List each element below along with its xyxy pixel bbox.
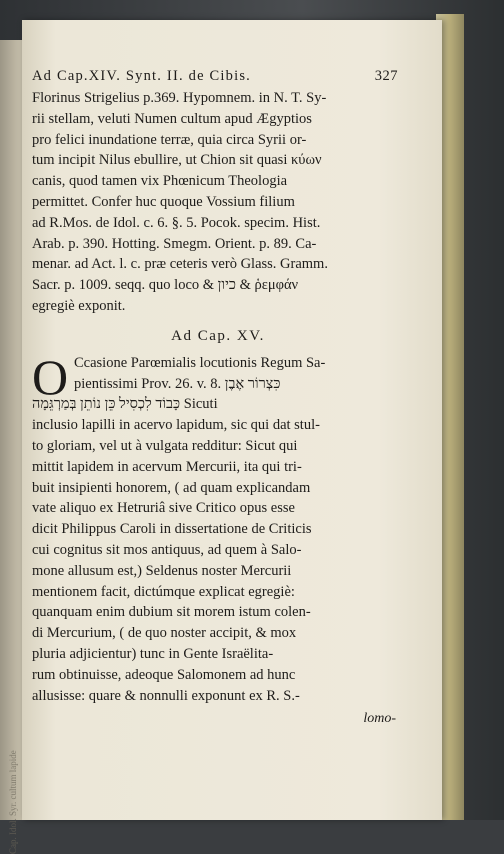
text-line: Sacr. p. 1009. seqq. quo loco & כיון & ῥεμφάν [32, 277, 299, 294]
text-line: Florinus Strigelius p.369. Hypomnem. in N. T. Sy- [32, 90, 327, 106]
text-line: pientissimi Prov. 26. v. 8. כִּצְרוֹר אֶבֶן [74, 375, 281, 392]
text-line: canis, quod tamen vix Phœnicum Theologia [32, 173, 288, 190]
previous-page-text: Cap. Idol. Syr. cultum lapide [8, 750, 18, 854]
text-line: tum incipit Nilus ebullire, ut Chion sit quasi κύων [32, 152, 322, 169]
text-line: cui cognitus sit mos antiquus, ad quem à Salo- [32, 541, 302, 558]
paragraph-1 [32, 88, 404, 317]
drop-cap: O [32, 348, 69, 405]
text-line: mentionem facit, dictúmque explicat egregiè: [32, 583, 295, 600]
text-line: quanquam enim dubium sit morem istum colen- [32, 604, 311, 621]
text-line: permittet. Confer huc quoque Vossium filium [32, 193, 295, 210]
text-line: Arab. p. 390. Hotting. Smegm. Orient. p. 89. Ca- [32, 235, 317, 252]
text-line: ad R.Mos. de Idol. c. 6. §. 5. Pocok. specim. Hist. [32, 214, 321, 231]
text-line: egregiè exponit. [32, 297, 126, 314]
text-line: buit insipienti honorem, ( ad quam explicandam [32, 479, 311, 496]
text-line: dicit Philippus Caroli in dissertatione de Criticis [32, 521, 312, 538]
page-content [32, 64, 404, 732]
catchword: lomo- [363, 711, 396, 727]
text-line: rii stellam, veluti Numen cultum apud Ægyptios [32, 110, 312, 127]
section-title: Ad Cap. XV. [171, 327, 265, 344]
text-line: menar. ad Act. l. c. præ ceteris verò Glass. Gramm. [32, 256, 328, 273]
text-line: allusisse: quare & nonnulli exponunt ex R. S.- [32, 687, 300, 704]
header-title: Ad Cap.XIV. Synt. II. de Cibis. [32, 68, 251, 84]
text-line: to gloriam, vel ut à vulgata redditur: Sicut qui [32, 437, 298, 454]
text-line: di Mercurium, ( de quo noster accipit, & mox [32, 625, 297, 642]
text-line: pluria adjicientur) tunc in Gente Israëlita- [32, 645, 274, 662]
text-line: rum obtinuisse, adeoque Salomonem ad hunc [32, 666, 296, 683]
running-header [32, 64, 404, 88]
paragraph-2 [32, 348, 404, 707]
text-line: vate aliquo ex Hetruriâ sive Critico opus esse [32, 500, 295, 517]
page-number: 327 [374, 68, 398, 84]
text-line: Ccasione Parœmialis locutionis Regum Sa- [74, 354, 326, 371]
text-line: mone allusum est,) Seldenus noster Mercurii [32, 562, 292, 579]
text-line: mittit lapidem in acervum Mercurii, ita qui tri- [32, 458, 302, 475]
text-line: כָּבוֹד לִכְסִיל כֵּן נוֹתֵן בְּמַרְגֵּמָה Sicuti [32, 396, 218, 413]
text-line: pro felici inundatione terræ, quia circa Syrii or- [32, 131, 307, 148]
text-line: inclusio lapilli in acervo lapidum, sic qui dat stul- [32, 417, 320, 434]
